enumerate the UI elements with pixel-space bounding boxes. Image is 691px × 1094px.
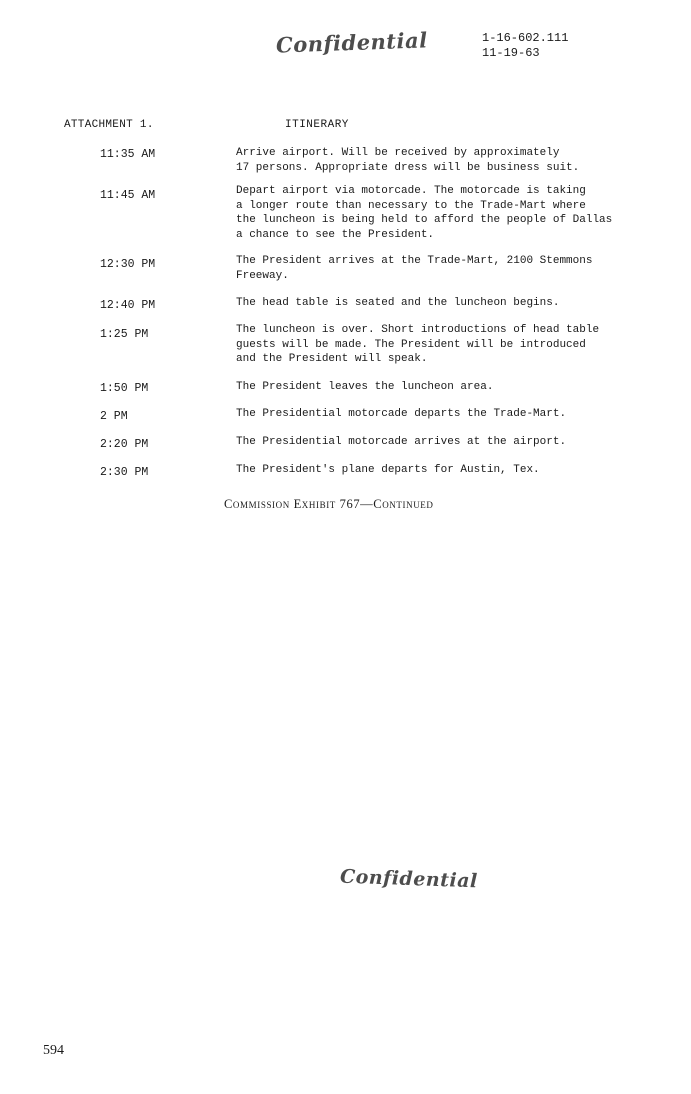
file-number: 1-16-602.111 bbox=[482, 31, 569, 45]
file-reference bbox=[482, 31, 568, 61]
itinerary-time: 12:40 PM bbox=[100, 299, 156, 312]
itinerary-text: The President's plane departs for Austin, Tex. bbox=[236, 464, 540, 476]
itinerary-text: The President leaves the luncheon area. bbox=[236, 381, 494, 393]
itinerary-heading: ITINERARY bbox=[285, 119, 349, 131]
itinerary-text: The Presidential motorcade arrives at the airport. bbox=[236, 436, 567, 448]
itinerary-time: 1:25 PM bbox=[100, 328, 149, 341]
attachment-label: ATTACHMENT 1. bbox=[64, 119, 154, 131]
itinerary-text: Depart airport via motorcade. The motorcade is taking a longer route than necessary to the Trade-Mart where the luncheon is being held to afford the people of Dallas a chance to see the President. bbox=[236, 185, 613, 241]
itinerary-time: 1:50 PM bbox=[100, 382, 149, 395]
itinerary-time: 11:45 AM bbox=[100, 189, 156, 202]
itinerary-text: The luncheon is over. Short introductions of head table guests will be made. The President will be introduced and the President will speak. bbox=[236, 324, 600, 365]
confidential-stamp-top: Confidential bbox=[275, 27, 428, 58]
itinerary-text: The head table is seated and the luncheon begins. bbox=[236, 297, 560, 309]
itinerary-text: Arrive airport. Will be received by approximately 17 persons. Appropriate dress will be business suit. bbox=[236, 147, 580, 174]
itinerary-text: The President arrives at the Trade-Mart, 2100 Stemmons Freeway. bbox=[236, 255, 593, 282]
page-number: 594 bbox=[43, 1043, 64, 1058]
itinerary-time: 2:20 PM bbox=[100, 438, 149, 451]
itinerary-time: 12:30 PM bbox=[100, 258, 156, 271]
exhibit-caption: Commission Exhibit 767—Continued bbox=[224, 497, 434, 511]
itinerary-time: 11:35 AM bbox=[100, 148, 156, 161]
itinerary-text: The Presidential motorcade departs the Trade-Mart. bbox=[236, 408, 567, 420]
file-date: 11-19-63 bbox=[482, 46, 540, 60]
itinerary-time: 2 PM bbox=[100, 410, 128, 423]
confidential-stamp-bottom: Confidential bbox=[339, 865, 479, 893]
itinerary-time: 2:30 PM bbox=[100, 466, 149, 479]
